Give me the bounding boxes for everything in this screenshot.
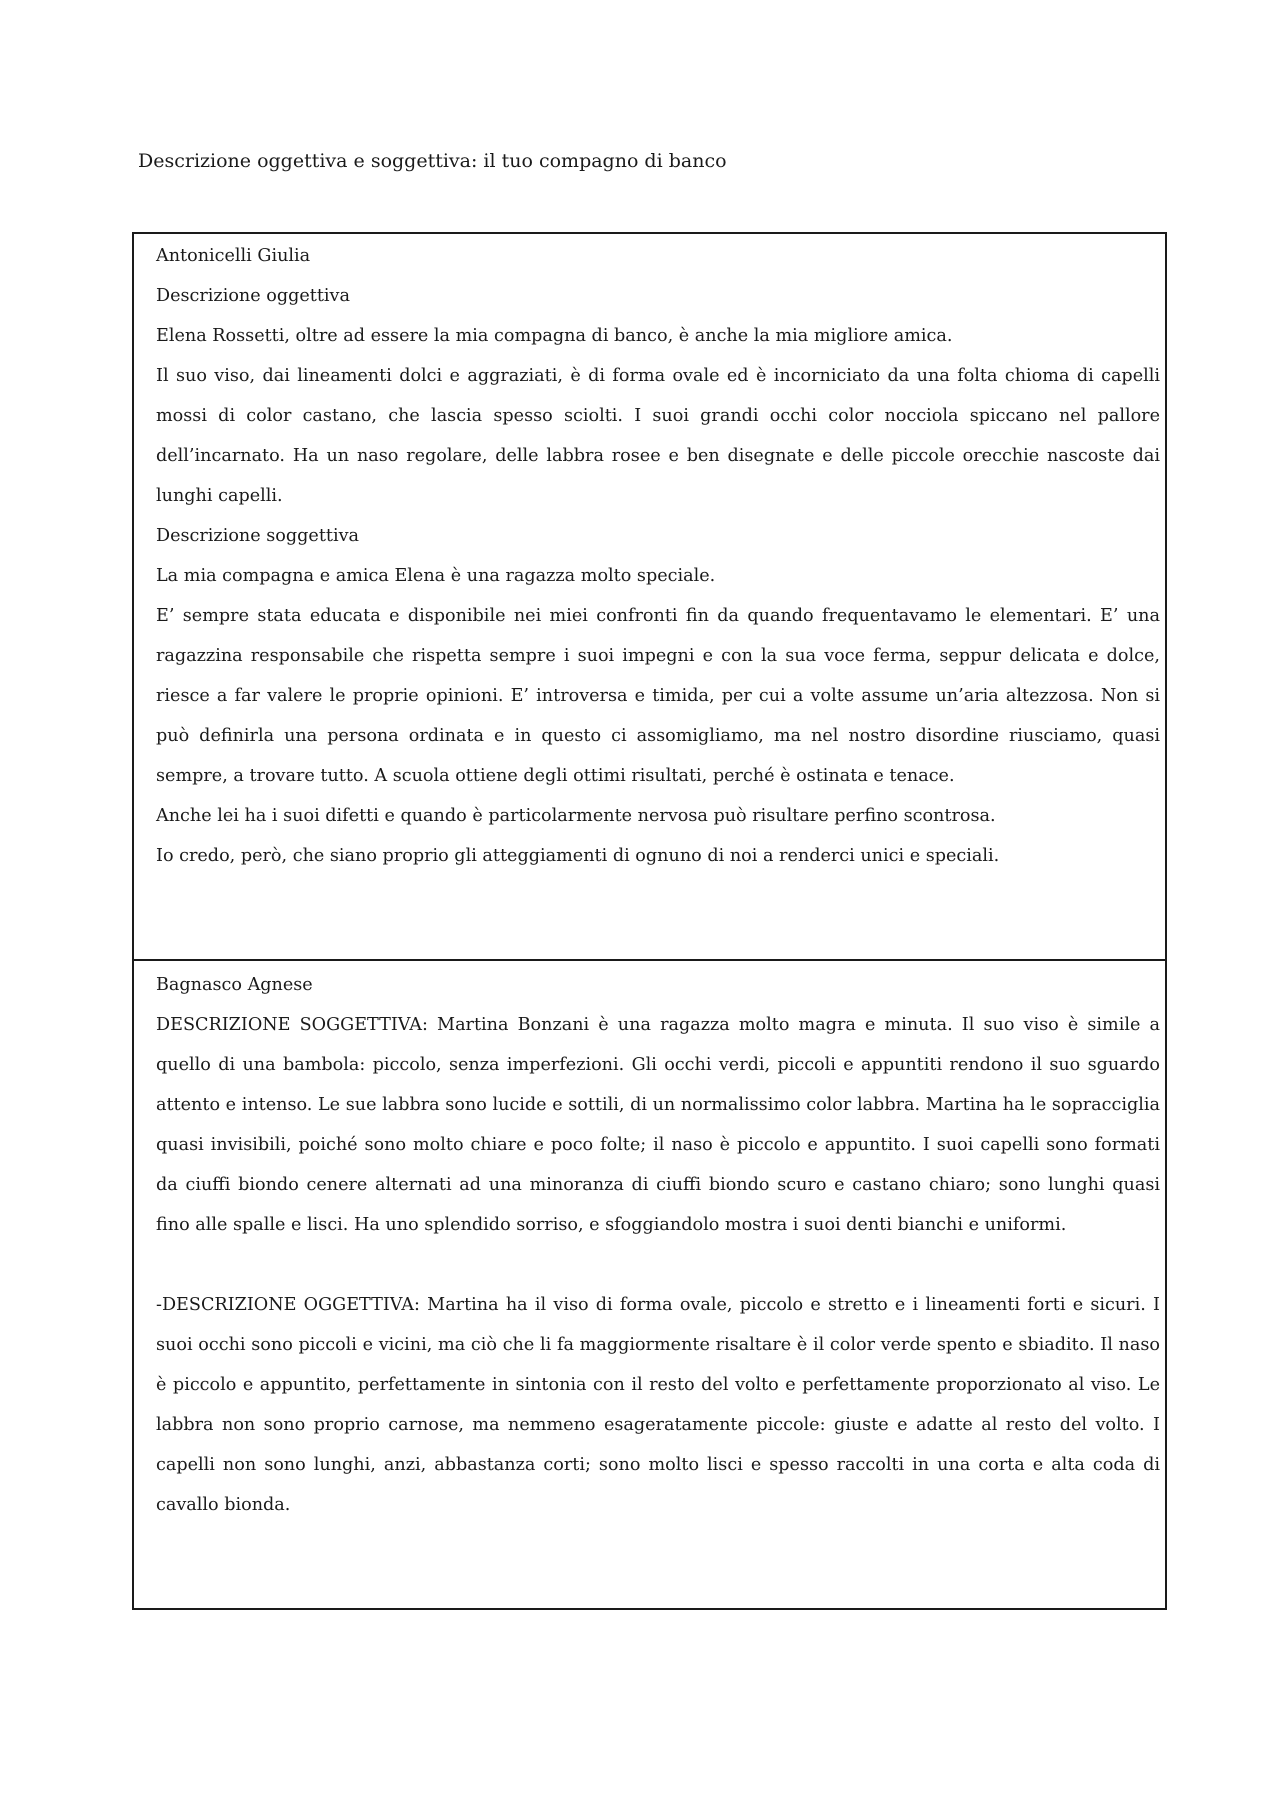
entry-cell-antonicelli [134, 234, 1165, 961]
entry-author: Bagnasco Agnese [156, 975, 313, 995]
essay-table [132, 232, 1167, 1610]
paragraph-spacer [156, 1245, 1160, 1285]
section-heading-subjective: Descrizione soggettiva [156, 526, 360, 546]
subjective-line-conclusion: Io credo, però, che siano proprio gli atteggiamenti di ognuno di noi a renderci unici e speciali. [156, 846, 1000, 866]
subjective-line-flaws: Anche lei ha i suoi difetti e quando è particolarmente nervosa può risultare perfino scontrosa. [156, 806, 996, 826]
objective-paragraph: Il suo viso, dai lineamenti dolci e aggraziati, è di forma ovale ed è incorniciato da una folta chioma di capelli mossi di color castano, che lascia spesso sciolti. I suoi grandi occhi color nocciola spiccano nel pallore dell’incarnato. Ha un naso regolare, delle labbra rosee e ben disegnate e delle piccole orecchie nascoste dai lunghi capelli. [156, 366, 1160, 506]
subjective-description-paragraph: DESCRIZIONE SOGGETTIVA: Martina Bonzani è una ragazza molto magra e minuta. Il suo viso è simile a quello di una bambola: piccolo, senza imperfezioni. Gli occhi verdi, piccoli e appuntiti rendono il suo sguardo attento e intenso. Le sue labbra sono lucide e sottili, di un normalissimo color labbra. Martina ha le sopracciglia quasi invisibili, poiché sono molto chiare e poco folte; il naso è piccolo e appuntito. I suoi capelli sono formati da ciuffi biondo cenere alternati ad una minoranza di ciuffi biondo scuro e castano chiaro; sono lunghi quasi fino alle spalle e lisci. Ha uno splendido sorriso, e sfoggiandolo mostra i suoi denti bianchi e uniformi. [156, 1015, 1160, 1235]
entry-author: Antonicelli Giulia [156, 246, 311, 266]
section-heading-objective: Descrizione oggettiva [156, 286, 350, 306]
subjective-paragraph: E’ sempre stata educata e disponibile nei miei confronti fin da quando frequentavamo le elementari. E’ una ragazzina responsabile che rispetta sempre i suoi impegni e con la sua voce ferma, seppur delicata e dolce, riesce a far valere le proprie opinioni. E’ introversa e timida, per cui a volte assume un’aria altezzosa. Non si può definirla una persona ordinata e in questo ci assomigliamo, ma nel nostro disordine riusciamo, quasi sempre, a trovare tutto. A scuola ottiene degli ottimi risultati, perché è ostinata e tenace. [156, 606, 1160, 786]
entry-cell-bagnasco [134, 961, 1165, 1608]
subjective-intro: La mia compagna e amica Elena è una ragazza molto speciale. [156, 566, 716, 586]
objective-description-paragraph: -DESCRIZIONE OGGETTIVA: Martina ha il viso di forma ovale, piccolo e stretto e i lineamenti forti e sicuri. I suoi occhi sono piccoli e vicini, ma ciò che li fa maggiormente risaltare è il color verde spento e sbiadito. Il naso è piccolo e appuntito, perfettamente in sintonia con il resto del volto e perfettamente proporzionato al viso. Le labbra non sono proprio carnose, ma nemmeno esageratamente piccole: giuste e adatte al resto del volto. I capelli non sono lunghi, anzi, abbastanza corti; sono molto lisci e spesso raccolti in una corta e alta coda di cavallo bionda. [156, 1295, 1160, 1515]
page-title: Descrizione oggettiva e soggettiva: il tuo compagno di banco [138, 150, 727, 172]
objective-intro: Elena Rossetti, oltre ad essere la mia compagna di banco, è anche la mia migliore amica. [156, 326, 953, 346]
